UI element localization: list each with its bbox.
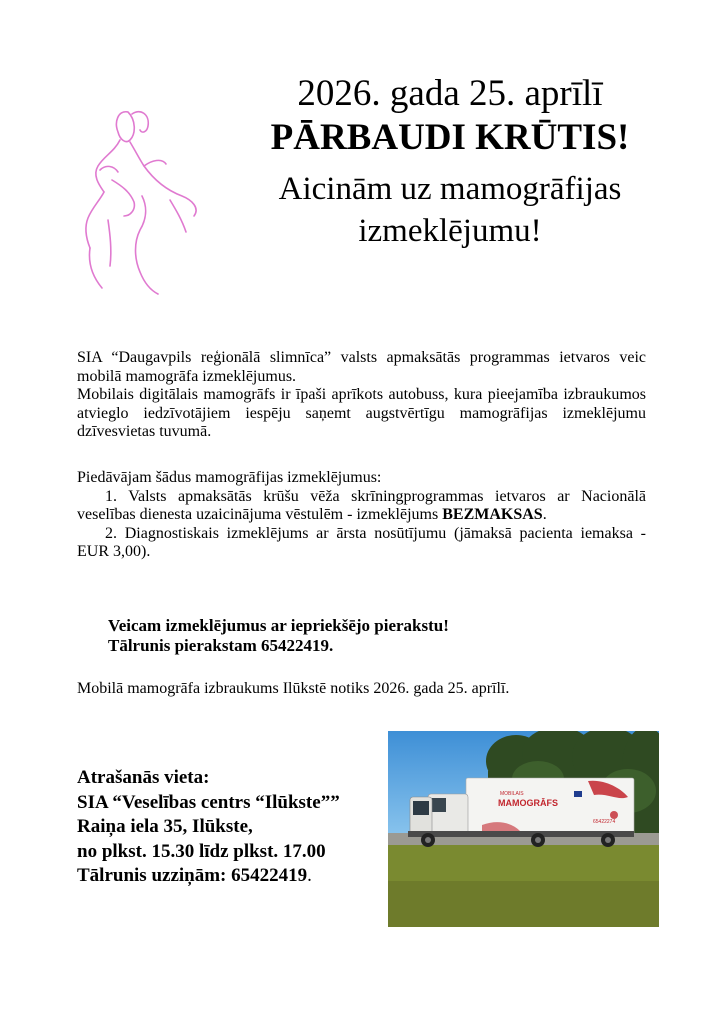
offer-item-1 xyxy=(77,488,646,525)
mobile-mammography-bus-photo xyxy=(388,731,659,927)
bus-text-big: MAMOGRĀFS xyxy=(498,798,558,808)
location-place: SIA “Veselības centrs “Ilūkste”” xyxy=(77,791,340,813)
location-hours: no plkst. 15.30 līdz plkst. 17.00 xyxy=(77,840,326,862)
offer-section xyxy=(77,469,646,562)
intro-section xyxy=(77,349,646,442)
offer-item-1-end: . xyxy=(542,506,547,523)
location-block xyxy=(77,766,340,889)
offer-lead: Piedāvājam šādus mamogrāfijas izmeklējumus: xyxy=(77,469,382,486)
headline: PĀRBAUDI KRŪTIS! xyxy=(270,117,630,158)
visit-note: Mobilā mamogrāfa izbraukums Ilūkstē notiks 2026. gada 25. aprīlī. xyxy=(77,680,510,697)
appointment-note xyxy=(108,616,449,656)
invitation-line-1: Aicinām uz mamogrāfijas xyxy=(278,171,622,207)
location-address: Raiņa iela 35, Ilūkste, xyxy=(77,816,253,837)
intro-paragraph-2: Mobilais digitālais mamogrāfs ir īpaši aprīkots autobuss, kura pieejamība izbraukumos atvieglo iedzīvotājiem iespēju saņemt augstvērtīgu mamogrāfijas izmeklējumu dzīvesvietas tuvumā. xyxy=(77,386,646,440)
location-phone-line xyxy=(77,864,340,889)
location-phone: Tālrunis uzziņām: 65422419 xyxy=(77,865,308,886)
offer-item-2: 2. Diagnostiskais izmeklējums ar ārsta nosūtījumu (jāmaksā pacienta iemaksa - EUR 3,00). xyxy=(77,524,646,560)
woman-silhouette-illustration xyxy=(70,100,215,295)
appointment-line-1: Veicam izmeklējumus ar iepriekšējo pierakstu! xyxy=(108,616,449,635)
location-title: Atrašanās vieta: xyxy=(77,767,210,788)
appointment-phone: Tālrunis pierakstam 65422419. xyxy=(108,636,334,655)
offer-item-1-text: 1. Valsts apmaksātās krūšu vēža skrīningprogrammas ietvaros ar Nacionālā veselības dienesta uzaicinājuma vēstulēm - izmeklējums xyxy=(77,487,646,523)
event-date: 2026. gada 25. aprīlī xyxy=(297,73,603,114)
bus-phone: 65422274 xyxy=(593,819,616,825)
invitation-title xyxy=(200,168,700,252)
bus-text-small: MOBILAIS xyxy=(500,791,524,797)
offer-item-1-free: BEZMAKSAS xyxy=(442,506,543,523)
location-phone-end: . xyxy=(307,865,312,886)
invitation-line-2: izmeklējumu! xyxy=(358,213,542,249)
intro-paragraph-1: SIA “Daugavpils reģionālā slimnīca” valsts apmaksātās programmas ietvaros veic mobilā mamogrāfa izmeklējumus. xyxy=(77,349,646,385)
